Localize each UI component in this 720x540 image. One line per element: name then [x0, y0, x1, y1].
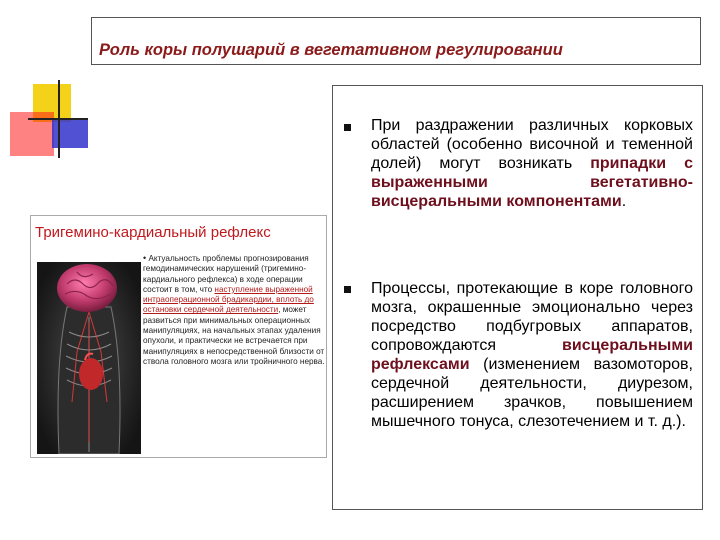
text-panel	[332, 85, 703, 510]
decor-horizontal-line	[28, 118, 88, 120]
figure-text-highlight: наступление выраженной интраоперационной брадикардии, вплоть до остановки сердечной деятельности	[143, 284, 314, 315]
bullet-2-text-part-1: Процессы, протекающие в коре головного мозга, окрашенные эмоционально через посредство подбугровых аппаратов, сопровождаются	[371, 280, 693, 354]
figure-text-part-2: , может развиться при минимальных операционных манипуляциях, на начальных этапах удаления опухоли, и практически не встречается при манипуляциях в непосредственной близости от ствола головного мозга или тройничного нерва.	[143, 305, 325, 366]
bullet-marker-2	[344, 286, 351, 293]
figure-bullet: •	[143, 253, 147, 263]
bullet-paragraph-2	[371, 279, 693, 431]
bullet-1-text-part-2: .	[621, 193, 627, 210]
brain-shape	[57, 264, 117, 312]
title-box	[91, 17, 701, 65]
bullet-2-text-part-2: (изменением вазомоторов, сердечной деятельности, диурезом, расширением зрачков, повышением мышечного тонуса, слезотечением и т. д.).	[371, 356, 693, 430]
bullet-2-highlight: висцеральными рефлексами	[371, 337, 693, 373]
bullet-paragraph-1	[371, 116, 693, 211]
heart-shape	[79, 358, 103, 390]
figure-title: Тригемино-кардиальный рефлекс	[35, 224, 271, 241]
bullet-marker-1	[344, 124, 351, 131]
reflex-figure	[30, 215, 327, 458]
bullet-1-highlight: припадки с выраженными вегетативно-висцеральными компонентами	[371, 155, 693, 210]
anatomy-illustration	[37, 262, 141, 454]
slide-title: Роль коры полушарий в вегетативном регулировании	[99, 41, 563, 59]
figure-text	[143, 253, 325, 367]
figure-text-part-1: Актуальность проблемы прогнозирования гемодинамических нарушений (тригемино-кардиального рефлекса) в ходе операции состоит в том, что	[143, 254, 309, 294]
bullet-1-text-part-1: При раздражении различных корковых областей (особенно височной и теменной долей) могут возникать	[371, 117, 693, 172]
